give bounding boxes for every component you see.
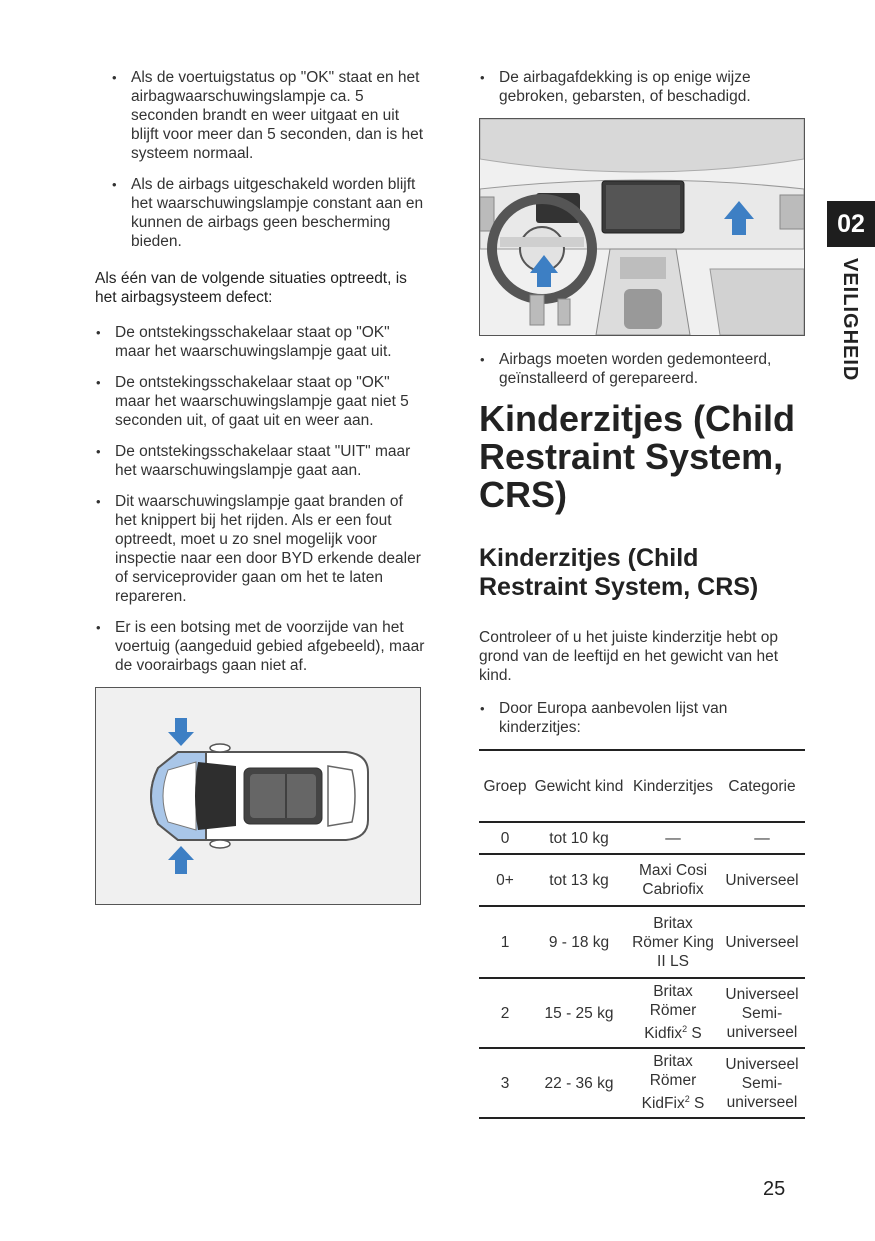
column-header: Kinderzitjes	[632, 777, 714, 795]
zitje-name: Britax Römer Kidfix	[644, 983, 697, 1043]
zitje-suffix: S	[689, 1095, 705, 1113]
table-row	[479, 1048, 805, 1118]
column-header: Groep	[483, 777, 527, 795]
table-row	[479, 822, 805, 854]
mirror-right	[210, 840, 230, 848]
crs-table	[479, 749, 805, 1119]
zitje-superscript: 2	[684, 1094, 690, 1105]
after-figure-bullet-list	[479, 350, 805, 388]
cell-groep: 2	[500, 1004, 510, 1022]
list-item: • De ontstekingsschakelaar staat op "OK" maar het waarschuwingslampje gaat niet 5 seconden uit, of gaat uit en weer aan.	[95, 373, 425, 430]
page-number: 25	[763, 1178, 786, 1200]
cell-zitje: Maxi Cosi Cabriofix	[638, 862, 708, 898]
zitje-name: Britax Römer KidFix	[641, 1053, 697, 1113]
zitje-superscript: 2	[682, 1024, 688, 1035]
zitje-suffix: S	[687, 1025, 702, 1043]
impact-arrow-top-icon	[168, 718, 194, 746]
intro-bullet-list	[111, 68, 425, 251]
categorie-line: Semi-universeel	[726, 1074, 798, 1111]
list-item: • De airbagafdekking is op enige wijze gebroken, gebarsten, of beschadigd.	[479, 68, 805, 106]
cell-gewicht: 22 - 36 kg	[544, 1074, 614, 1092]
column-header: Gewicht kind	[534, 777, 624, 795]
cell-gewicht: 15 - 25 kg	[544, 1004, 614, 1022]
chapter-number-tab: 02	[827, 201, 875, 247]
cell-gewicht: tot 13 kg	[549, 871, 609, 889]
right-column	[479, 68, 805, 1119]
list-item: • De ontstekingsschakelaar staat "UIT" maar het waarschuwingslampje gaat aan.	[95, 442, 425, 480]
list-item: • Dit waarschuwingslampje gaat branden of het knippert bij het rijden. Als er een fout optreedt, moet u zo snel mogelijk voor inspectie naar een door BYD erkende dealer of serviceprovider gaan om het te laten repareren.	[95, 492, 425, 606]
car-top-view-illustration	[96, 688, 420, 904]
list-item: • Als de airbags uitgeschakeld worden blijft het waarschuwingslampje constant aan en kunnen de airbags geen bescherming bieden.	[111, 175, 425, 251]
rear-window	[328, 766, 355, 826]
categorie-line: Universeel	[725, 1055, 799, 1073]
body-paragraph: Controleer of u het juiste kinderzitje hebt op grond van de leeftijd en het gewicht van het kind.	[479, 629, 779, 684]
table-row	[479, 978, 805, 1048]
defect-lead-text: Als één van de volgende situaties optreedt, is het airbagsysteem defect:	[95, 270, 407, 306]
cell-zitje: —	[665, 829, 681, 847]
table-row	[479, 854, 805, 906]
dashboard-figure	[479, 118, 805, 336]
dashboard-illustration	[480, 119, 804, 335]
mirror-left	[210, 744, 230, 752]
cell-zitje	[627, 978, 719, 1048]
cell-groep: 0	[500, 829, 510, 847]
subsection-heading: Kinderzitjes (Child Restraint System, CRS)	[479, 544, 759, 601]
column-header: Categorie	[728, 777, 796, 795]
list-item: • Door Europa aanbevolen lijst van kinderzitjes:	[479, 699, 805, 737]
section-heading: Kinderzitjes (Child Restraint System, CRS)	[479, 398, 796, 515]
cell-categorie: —	[754, 829, 770, 847]
cell-categorie: Universeel	[725, 871, 799, 889]
crs-bullet-list	[479, 699, 805, 737]
list-item: • Als de voertuigstatus op "OK" staat en het airbagwaarschuwingslampje ca. 5 seconden brandt en weer uitgaat en uit blijft voor meer dan 5 seconden, dan is het systeem normaal.	[111, 68, 425, 163]
car-top-view-figure	[95, 687, 421, 905]
cell-categorie	[719, 1048, 805, 1118]
defect-bullet-list	[95, 323, 425, 675]
chapter-title: VEILIGHEID	[839, 258, 861, 382]
cell-gewicht: 9 - 18 kg	[548, 933, 610, 951]
cell-categorie: Universeel	[725, 933, 799, 951]
top-bullet-list	[479, 68, 805, 106]
cell-zitje: Britax Römer King II LS	[632, 914, 714, 970]
left-column	[95, 68, 425, 905]
table-header-row	[479, 750, 805, 822]
cell-zitje	[627, 1048, 719, 1118]
list-item: • Er is een botsing met de voorzijde van het voertuig (aangeduid gebied afgebeeld), maar de voorairbags gaan niet af.	[95, 618, 425, 675]
categorie-line: Semi-universeel	[726, 1004, 798, 1041]
cell-categorie	[719, 978, 805, 1048]
impact-arrow-bottom-icon	[168, 846, 194, 874]
list-item: • De ontstekingsschakelaar staat op "OK" maar het waarschuwingslampje gaat uit.	[95, 323, 425, 361]
cell-gewicht: tot 10 kg	[549, 829, 609, 847]
cell-groep: 0+	[496, 871, 514, 889]
categorie-line: Universeel	[725, 985, 799, 1003]
list-item: • Airbags moeten worden gedemonteerd, geïnstalleerd of gerepareerd.	[479, 350, 805, 388]
windshield	[195, 762, 236, 830]
cell-groep: 3	[500, 1074, 510, 1092]
table-row	[479, 906, 805, 978]
cell-groep: 1	[500, 933, 510, 951]
